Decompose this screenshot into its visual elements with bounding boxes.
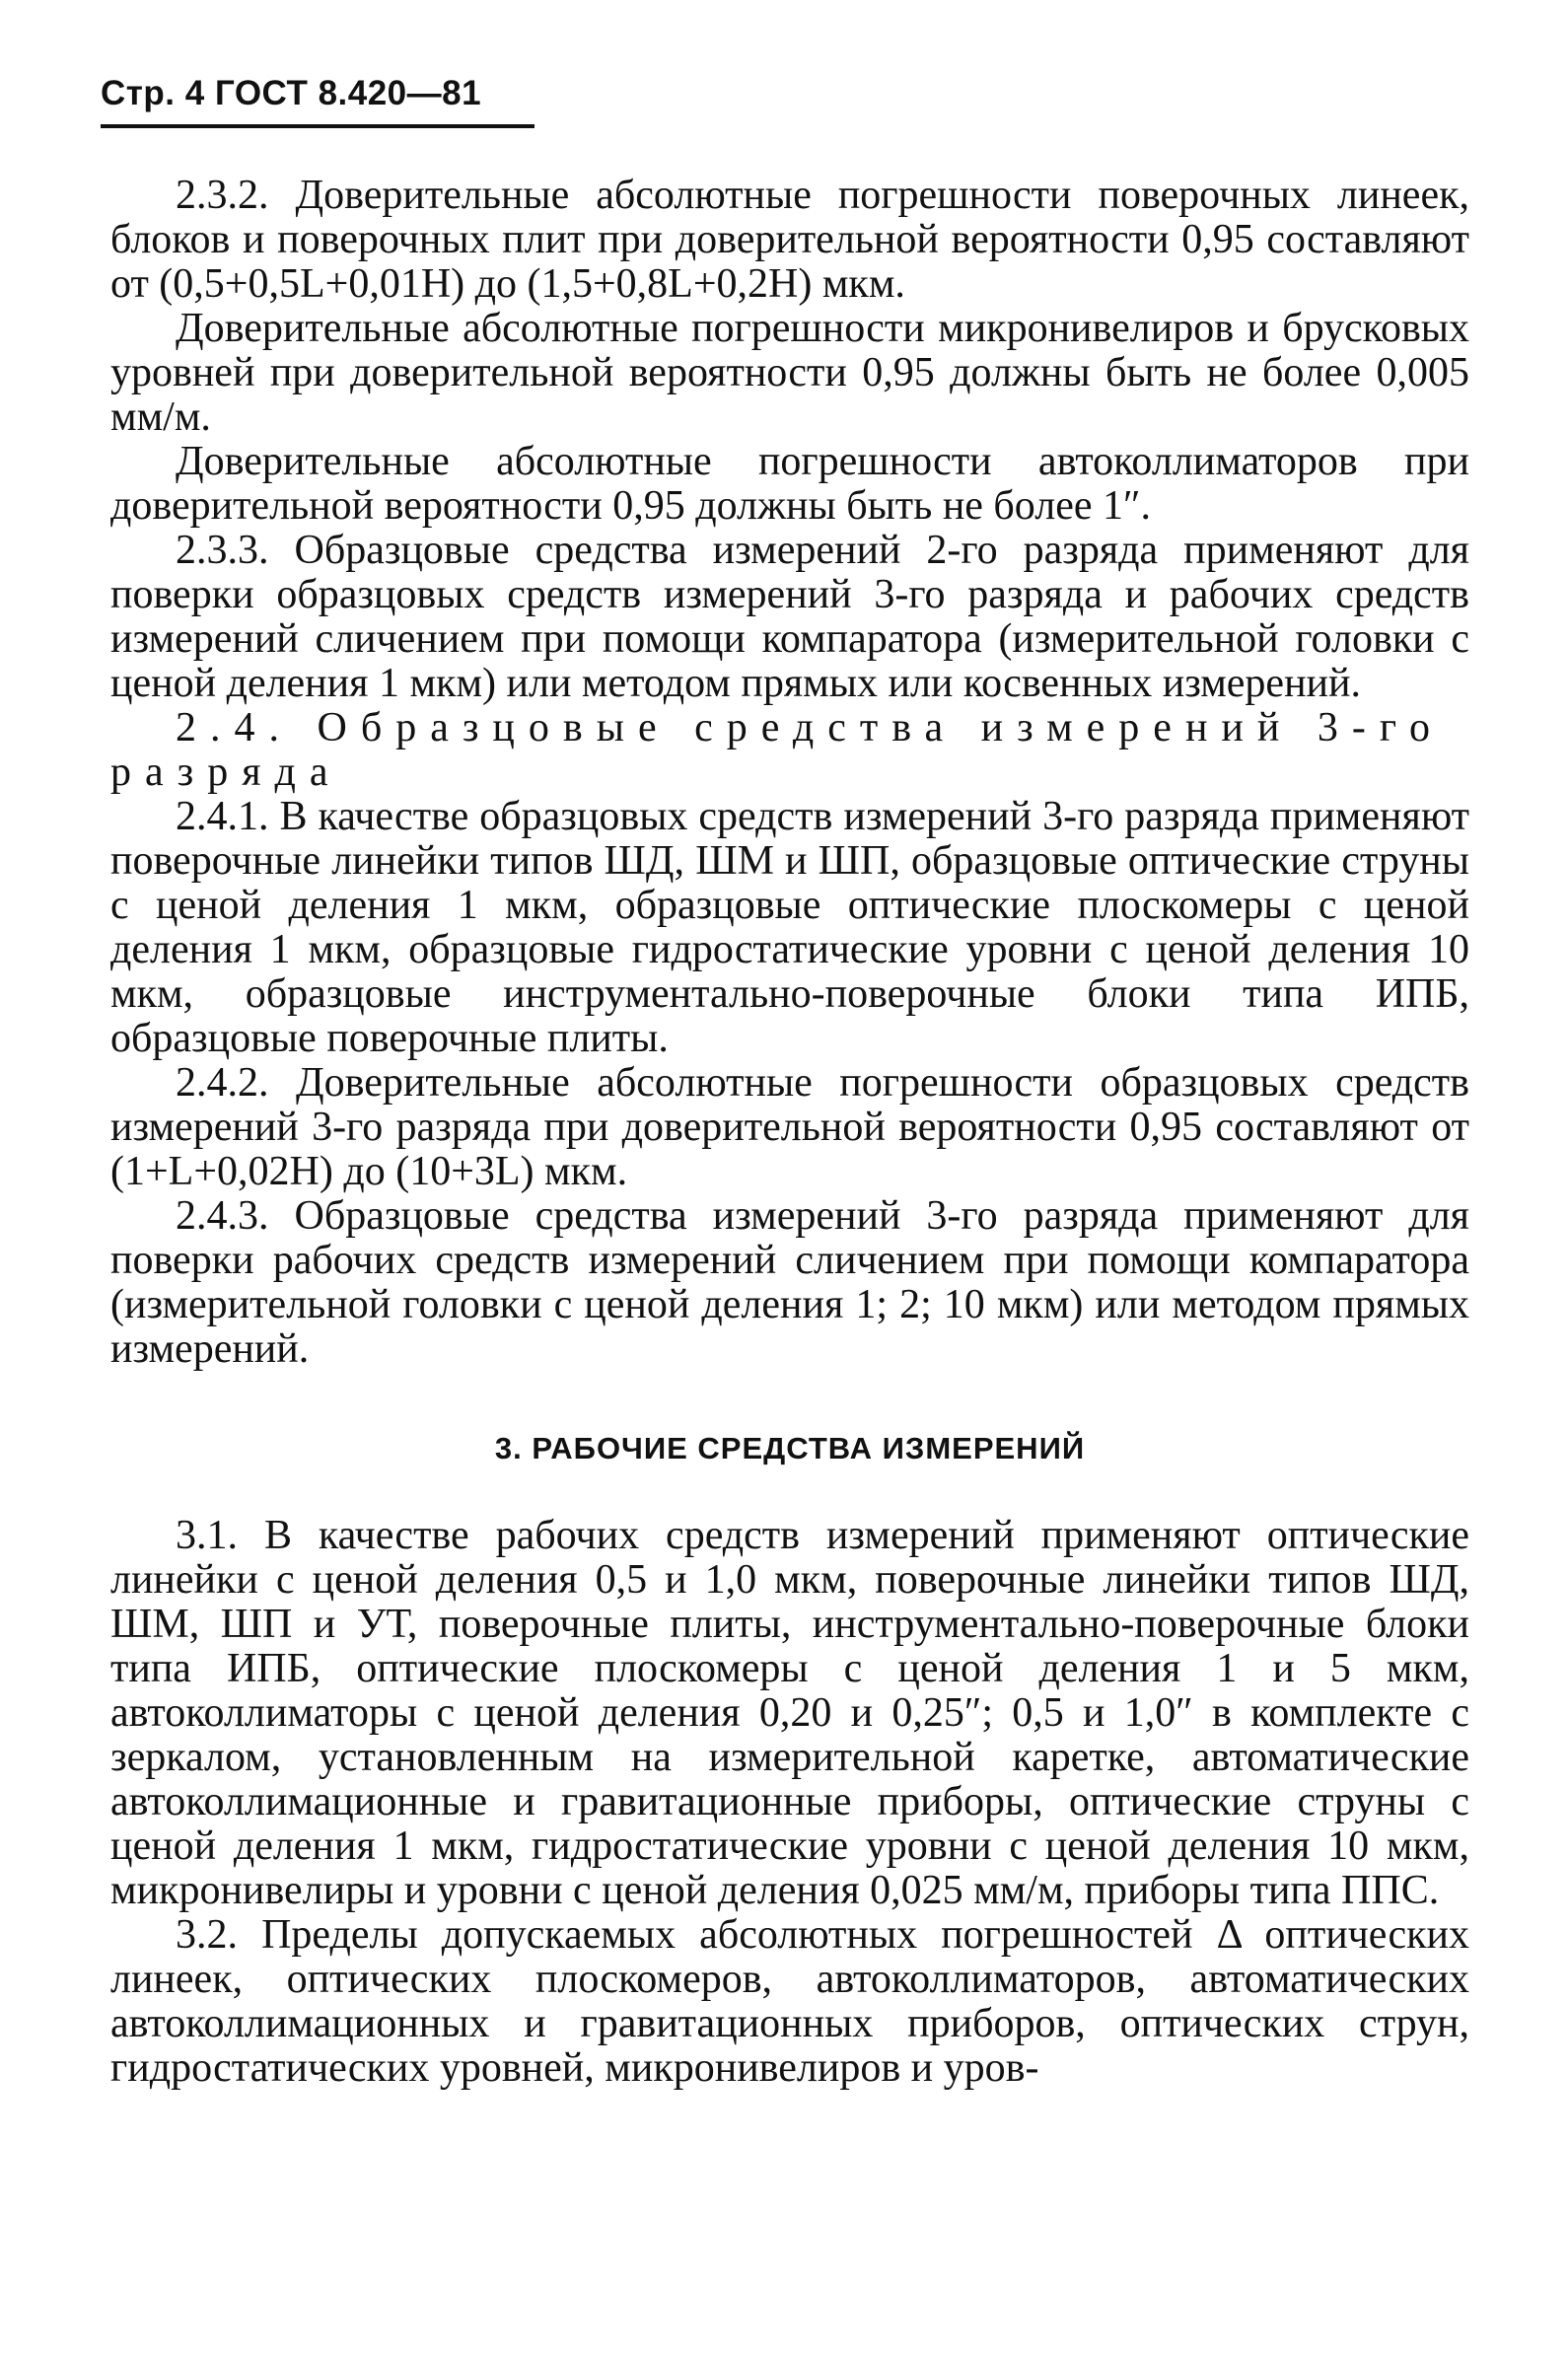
standard-designation: ГОСТ 8.420—81	[214, 74, 482, 112]
paragraph-3-2: 3.2. Пределы допускаемых абсолютных погрешностей Δ оптических линеек, оптических плоскомеров, автоколлиматоров, автоматических автоколлимационных и гравитационных приборов, оптических струн, гидростатических уровней, микронивелиров и уров-	[110, 1912, 1469, 2091]
paragraph-2-4-3: 2.4.3. Образцовые средства измерений 3-го разряда применяют для поверки рабочих средств измерений сличением при помощи компаратора (измерительной головки с ценой деления 1; 2; 10 мкм) или методом прямых измерений.	[110, 1193, 1469, 1372]
document-body	[110, 174, 1469, 2091]
page-header	[101, 71, 535, 132]
paragraph-2-3-3: 2.3.3. Образцовые средства измерений 2-го разряда применяют для поверки образцовых средств измерений 3-го разряда и рабочих средств измерений сличением при помощи компаратора (измерительной головки с ценой деления 1 мкм) или методом прямых или косвенных измерений.	[110, 528, 1469, 706]
paragraph-2-4-2: 2.4.2. Доверительные абсолютные погрешности образцовых средств измерений 3-го разряда при доверительной вероятности 0,95 составляют от (1+L+0,02H) до (10+3L) мкм.	[110, 1060, 1469, 1194]
section-heading-3: 3. РАБОЧИЕ СРЕДСТВА ИЗМЕРЕНИЙ	[494, 1431, 1086, 1465]
paragraph-2-3-2: 2.3.2. Доверительные абсолютные погрешности поверочных линеек, блоков и поверочных плит при доверительной вероятности 0,95 составляют от (0,5+0,5L+0,01H) до (1,5+0,8L+0,2H) мкм.	[110, 173, 1469, 307]
page-number: Стр. 4	[101, 74, 205, 112]
paragraph-autocollimators: Доверительные абсолютные погрешности автоколлиматоров при доверительной вероятности 0,95 должны быть не более 1″.	[110, 439, 1469, 529]
subsection-heading-2-4: 2.4. Образцовые средства измерений 3-го разряда	[110, 705, 1445, 795]
paragraph-2-4-1: 2.4.1. В качестве образцовых средств измерений 3-го разряда применяют поверочные линейки типов ШД, ШМ и ШП, образцовые оптические струны с ценой деления 1 мкм, образцовые оптические плоскомеры с ценой деления 1 мкм, образцовые гидростатические уровни с ценой деления 10 мкм, образцовые инструментально-поверочные блоки типа ИПБ, образцовые поверочные плиты.	[110, 794, 1469, 1061]
header-rule	[101, 124, 535, 128]
paragraph-micronivelirs: Доверительные абсолютные погрешности микронивелиров и брусковых уровней при доверительной вероятности 0,95 должны быть не более 0,005 мм/м.	[110, 306, 1469, 440]
paragraph-3-1: 3.1. В качестве рабочих средств измерений применяют оптические линейки с ценой деления 0,5 и 1,0 мкм, поверочные линейки типов ШД, ШМ, ШП и УТ, поверочные плиты, инструментально-поверочные блоки типа ИПБ, оптические плоскомеры с ценой деления 1 и 5 мкм, автоколлиматоры с ценой деления 0,20 и 0,25″; 0,5 и 1,0″ в комплекте с зеркалом, установленным на измерительной каретке, автоматические автоколлимационные и гравитационные приборы, оптические струны с ценой деления 1 мкм, гидростатические уровни с ценой деления 10 мкм, микронивелиры и уровни с ценой деления 0,025 мм/м, приборы типа ППС.	[110, 1513, 1469, 1913]
